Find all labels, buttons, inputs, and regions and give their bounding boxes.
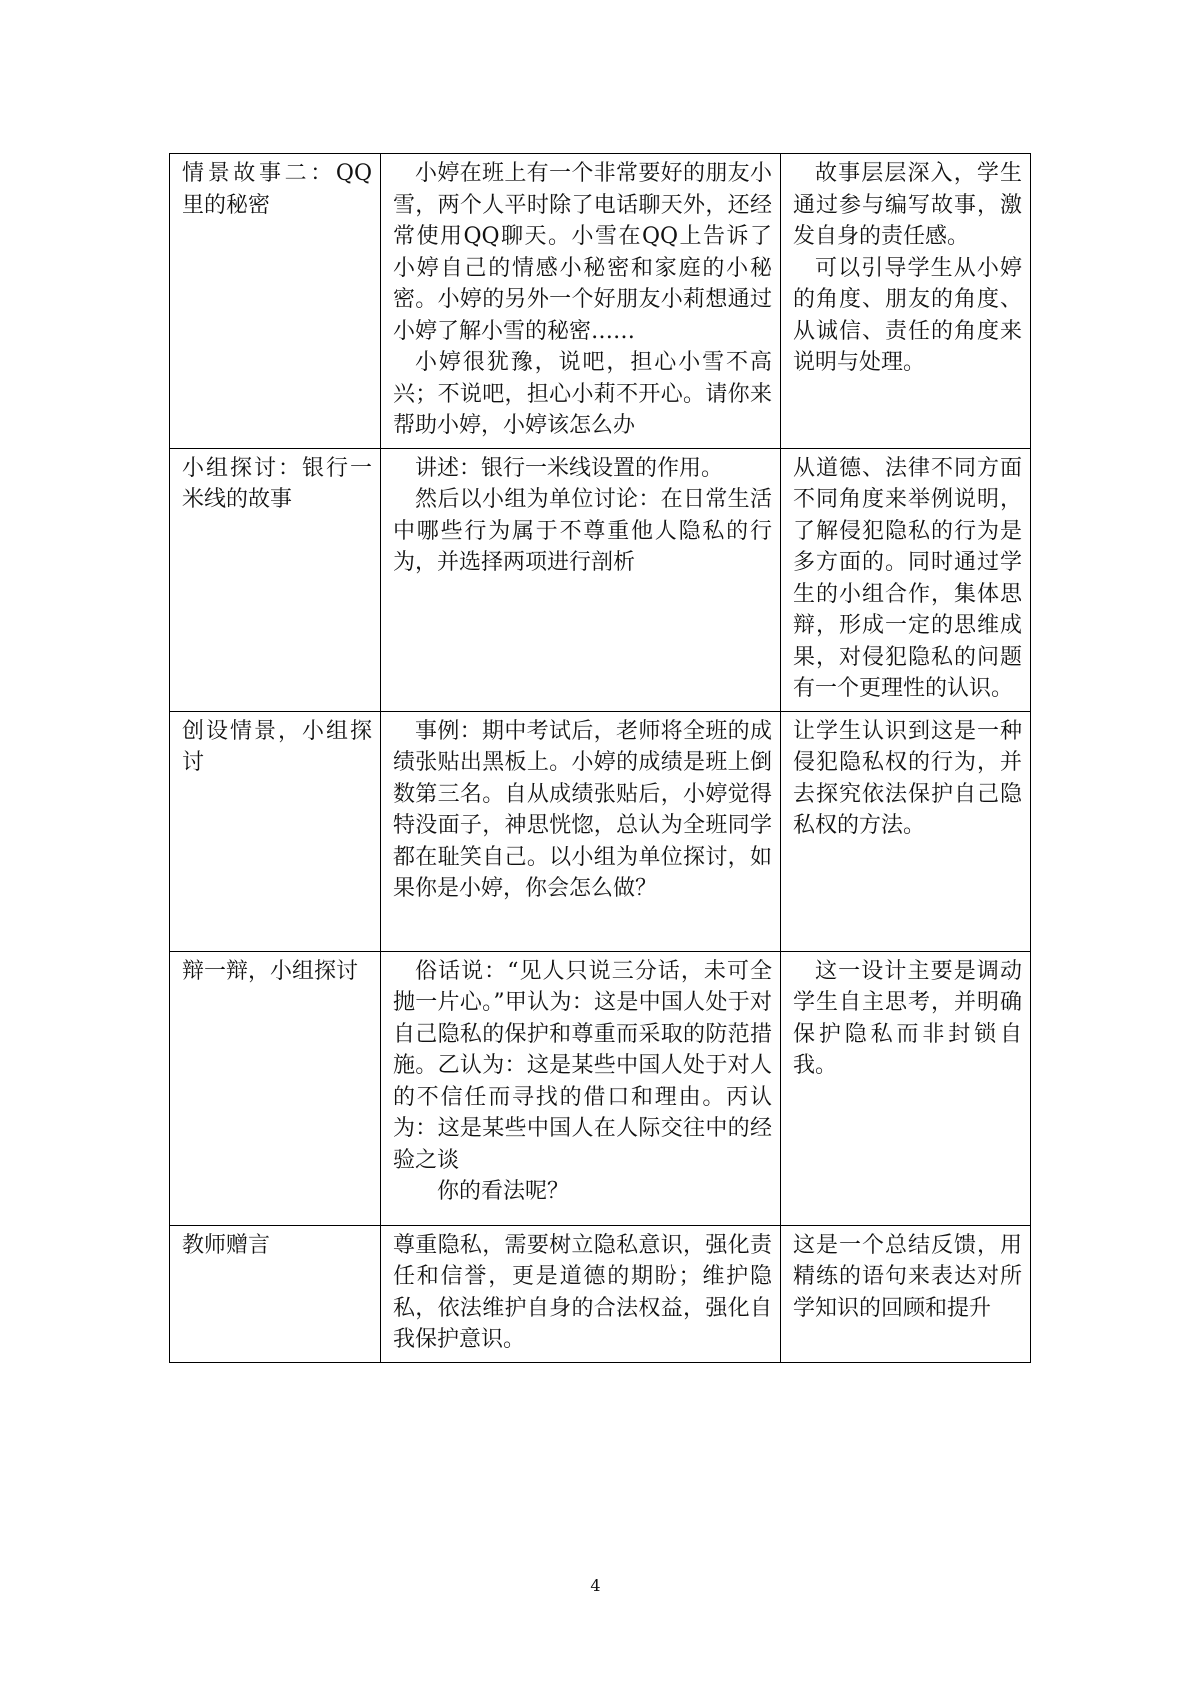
activity-cell <box>381 951 781 1225</box>
intent-paragraph: 可以引导学生从小婷的角度、朋友的角度、从诚信、责任的角度来说明与处理。 <box>793 255 1022 375</box>
stage-text: 小组探讨：银行一米线的故事 <box>182 455 372 512</box>
activity-cell <box>381 1225 781 1362</box>
intent-cell <box>781 448 1031 711</box>
intent-paragraph: 这一设计主要是调动学生自主思考，并明确保护隐私而非封锁自我。 <box>793 958 1022 1078</box>
activity-paragraph: 事例：期中考试后，老师将全班的成绩张贴出黑板上。小婷的成绩是班上倒数第三名。自从成绩张贴后，小婷觉得特没面子，神思恍惚，总认为全班同学都在耻笑自己。以小组为单位探讨，如果你是小婷，你会怎么做？ <box>393 718 772 901</box>
page-number: 4 <box>590 1576 601 1595</box>
table-row <box>170 1225 1031 1362</box>
activity-cell <box>381 711 781 951</box>
intent-cell <box>781 711 1031 951</box>
activity-cell <box>381 154 781 449</box>
lesson-plan-table <box>169 153 1031 1363</box>
stage-text: 教师赠言 <box>182 1232 271 1258</box>
activity-paragraph: 小婷很犹豫，说吧，担心小雪不高兴；不说吧，担心小莉不开心。请你来帮助小婷，小婷该怎么办 <box>393 350 772 438</box>
intent-paragraph: 从道德、法律不同方面不同角度来举例说明，了解侵犯隐私的行为是多方面的。同时通过学生的小组合作，集体思辩，形成一定的思维成果，对侵犯隐私的问题有一个更理性的认识。 <box>793 455 1022 701</box>
table-row <box>170 154 1031 449</box>
stage-cell <box>170 154 381 449</box>
table-row <box>170 951 1031 1225</box>
stage-text: 辩一辩，小组探讨 <box>182 958 359 984</box>
stage-cell <box>170 951 381 1225</box>
stage-cell <box>170 1225 381 1362</box>
activity-paragraph: 然后以小组为单位讨论：在日常生活中哪些行为属于不尊重他人隐私的行为，并选择两项进行剖析 <box>393 487 772 575</box>
intent-paragraph: 故事层层深入，学生通过参与编写故事，激发自身的责任感。 <box>793 161 1022 249</box>
intent-paragraph: 这是一个总结反馈，用精练的语句来表达对所学知识的回顾和提升 <box>793 1232 1022 1321</box>
stage-cell <box>170 448 381 711</box>
activity-cell <box>381 448 781 711</box>
activity-paragraph: 小婷在班上有一个非常要好的朋友小雪，两个人平时除了电话聊天外，还经常使用QQ聊天。小雪在QQ上告诉了小婷自己的情感小秘密和家庭的小秘密。小婷的另外一个好朋友小莉想通过小婷了解小雪的秘密…… <box>393 161 772 344</box>
activity-paragraph: 你的看法呢？ <box>437 1179 570 1204</box>
table-row <box>170 711 1031 951</box>
intent-paragraph: 让学生认识到这是一种侵犯隐私权的行为，并去探究依法保护自己隐私权的方法。 <box>793 718 1022 838</box>
stage-text: 情景故事二：QQ里的秘密 <box>182 161 372 218</box>
stage-cell <box>170 711 381 951</box>
activity-paragraph: 讲述：银行一米线设置的作用。 <box>415 455 724 481</box>
stage-text: 创设情景，小组探讨 <box>182 718 372 775</box>
intent-cell <box>781 154 1031 449</box>
intent-cell <box>781 1225 1031 1362</box>
table-row <box>170 448 1031 711</box>
activity-paragraph: 俗话说：“见人只说三分话，未可全抛一片心。”甲认为：这是中国人处于对自己隐私的保护和尊重而采取的防范措施。乙认为：这是某些中国人处于对人的不信任而寻找的借口和理由。丙认为：这是某些中国人在人际交往中的经验之谈 <box>393 958 772 1173</box>
activity-paragraph: 尊重隐私，需要树立隐私意识，强化责任和信誉，更是道德的期盼；维护隐私，依法维护自身的合法权益，强化自我保护意识。 <box>393 1232 772 1352</box>
intent-cell <box>781 951 1031 1225</box>
